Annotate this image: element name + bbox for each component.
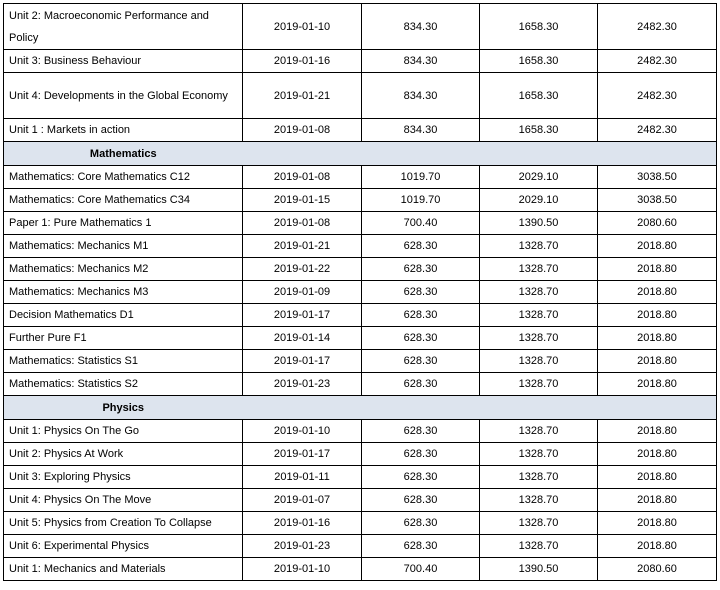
unit-name-cell: Mathematics: Mechanics M1 — [4, 235, 243, 258]
fee-c-cell: 2482.30 — [598, 50, 717, 73]
fees-table-body — [4, 4, 717, 581]
fee-b-cell: 1328.70 — [480, 512, 598, 535]
unit-name-cell: Mathematics: Core Mathematics C34 — [4, 189, 243, 212]
table-row — [4, 512, 717, 535]
fee-b-cell: 1658.30 — [480, 73, 598, 119]
exam-date-cell: 2019-01-10 — [243, 420, 362, 443]
exam-date-cell: 2019-01-15 — [243, 189, 362, 212]
exam-date-cell: 2019-01-11 — [243, 466, 362, 489]
unit-name-cell: Decision Mathematics D1 — [4, 304, 243, 327]
table-row — [4, 558, 717, 581]
exam-date-cell: 2019-01-17 — [243, 350, 362, 373]
table-row — [4, 420, 717, 443]
table-row — [4, 235, 717, 258]
fee-a-cell: 628.30 — [362, 466, 480, 489]
table-row — [4, 535, 717, 558]
fee-a-cell: 628.30 — [362, 535, 480, 558]
fee-a-cell: 628.30 — [362, 304, 480, 327]
fee-a-cell: 628.30 — [362, 350, 480, 373]
fee-b-cell: 2029.10 — [480, 189, 598, 212]
fee-c-cell: 3038.50 — [598, 189, 717, 212]
fee-c-cell: 2018.80 — [598, 535, 717, 558]
fee-a-cell: 700.40 — [362, 212, 480, 235]
unit-name-cell: Unit 1: Mechanics and Materials — [4, 558, 243, 581]
fee-a-cell: 628.30 — [362, 489, 480, 512]
unit-name-cell: Unit 3: Business Behaviour — [4, 50, 243, 73]
fee-c-cell: 2018.80 — [598, 281, 717, 304]
section-heading-label: Mathematics — [4, 142, 243, 166]
fees-table — [3, 3, 717, 581]
exam-date-cell: 2019-01-08 — [243, 212, 362, 235]
fee-b-cell: 1328.70 — [480, 489, 598, 512]
fee-c-cell: 2018.80 — [598, 489, 717, 512]
table-row — [4, 466, 717, 489]
fee-a-cell: 834.30 — [362, 119, 480, 142]
exam-date-cell: 2019-01-14 — [243, 327, 362, 350]
fee-b-cell: 1328.70 — [480, 258, 598, 281]
fee-b-cell: 1658.30 — [480, 119, 598, 142]
table-row — [4, 119, 717, 142]
fee-c-cell: 2482.30 — [598, 73, 717, 119]
fee-a-cell: 628.30 — [362, 420, 480, 443]
exam-date-cell: 2019-01-21 — [243, 73, 362, 119]
fee-c-cell: 2482.30 — [598, 119, 717, 142]
fee-b-cell: 1328.70 — [480, 373, 598, 396]
fee-b-cell: 1328.70 — [480, 235, 598, 258]
table-row — [4, 50, 717, 73]
fee-c-cell: 2018.80 — [598, 466, 717, 489]
fee-b-cell: 1328.70 — [480, 327, 598, 350]
fee-a-cell: 700.40 — [362, 558, 480, 581]
unit-name-cell: Unit 5: Physics from Creation To Collapse — [4, 512, 243, 535]
fee-a-cell: 834.30 — [362, 73, 480, 119]
unit-name-cell: Unit 6: Experimental Physics — [4, 535, 243, 558]
fee-c-cell: 2018.80 — [598, 350, 717, 373]
fee-a-cell: 628.30 — [362, 443, 480, 466]
fee-a-cell: 628.30 — [362, 281, 480, 304]
fee-a-cell: 628.30 — [362, 512, 480, 535]
unit-name-cell: Unit 3: Exploring Physics — [4, 466, 243, 489]
table-row — [4, 304, 717, 327]
table-row — [4, 258, 717, 281]
section-heading-filler — [243, 396, 717, 420]
section-heading-label: Physics — [4, 396, 243, 420]
unit-name-cell: Unit 1: Physics On The Go — [4, 420, 243, 443]
unit-name-cell: Unit 1 : Markets in action — [4, 119, 243, 142]
fee-c-cell: 3038.50 — [598, 166, 717, 189]
fee-c-cell: 2018.80 — [598, 304, 717, 327]
section-heading-physics — [4, 396, 717, 420]
table-row — [4, 4, 717, 50]
fee-c-cell: 2018.80 — [598, 443, 717, 466]
fee-a-cell: 1019.70 — [362, 189, 480, 212]
fee-c-cell: 2080.60 — [598, 558, 717, 581]
unit-name-cell: Mathematics: Statistics S2 — [4, 373, 243, 396]
unit-name-cell: Unit 2: Macroeconomic Performance and Policy — [4, 4, 243, 50]
fee-b-cell: 1658.30 — [480, 4, 598, 50]
fee-b-cell: 1328.70 — [480, 420, 598, 443]
fee-a-cell: 834.30 — [362, 4, 480, 50]
exam-date-cell: 2019-01-08 — [243, 166, 362, 189]
fee-a-cell: 1019.70 — [362, 166, 480, 189]
fee-b-cell: 1328.70 — [480, 535, 598, 558]
exam-date-cell: 2019-01-08 — [243, 119, 362, 142]
exam-date-cell: 2019-01-23 — [243, 373, 362, 396]
fee-b-cell: 1658.30 — [480, 50, 598, 73]
exam-date-cell: 2019-01-22 — [243, 258, 362, 281]
fee-b-cell: 1390.50 — [480, 558, 598, 581]
fee-b-cell: 1328.70 — [480, 466, 598, 489]
fee-a-cell: 834.30 — [362, 50, 480, 73]
unit-name-cell: Mathematics: Mechanics M3 — [4, 281, 243, 304]
fee-c-cell: 2018.80 — [598, 327, 717, 350]
unit-name-cell: Mathematics: Mechanics M2 — [4, 258, 243, 281]
exam-date-cell: 2019-01-07 — [243, 489, 362, 512]
exam-date-cell: 2019-01-16 — [243, 50, 362, 73]
unit-name-cell: Mathematics: Statistics S1 — [4, 350, 243, 373]
table-row — [4, 73, 717, 119]
fee-a-cell: 628.30 — [362, 327, 480, 350]
fee-b-cell: 2029.10 — [480, 166, 598, 189]
table-row — [4, 166, 717, 189]
exam-date-cell: 2019-01-23 — [243, 535, 362, 558]
fee-b-cell: 1328.70 — [480, 304, 598, 327]
exam-date-cell: 2019-01-17 — [243, 304, 362, 327]
fee-b-cell: 1390.50 — [480, 212, 598, 235]
table-row — [4, 281, 717, 304]
table-row — [4, 443, 717, 466]
table-row — [4, 373, 717, 396]
fee-c-cell: 2018.80 — [598, 258, 717, 281]
exam-date-cell: 2019-01-10 — [243, 4, 362, 50]
fee-c-cell: 2080.60 — [598, 212, 717, 235]
table-row — [4, 327, 717, 350]
unit-name-cell: Unit 4: Physics On The Move — [4, 489, 243, 512]
unit-name-cell: Unit 2: Physics At Work — [4, 443, 243, 466]
unit-name-cell: Further Pure F1 — [4, 327, 243, 350]
table-row — [4, 489, 717, 512]
fee-c-cell: 2482.30 — [598, 4, 717, 50]
table-row — [4, 189, 717, 212]
unit-name-cell: Mathematics: Core Mathematics C12 — [4, 166, 243, 189]
exam-date-cell: 2019-01-21 — [243, 235, 362, 258]
fee-b-cell: 1328.70 — [480, 281, 598, 304]
fee-b-cell: 1328.70 — [480, 350, 598, 373]
exam-date-cell: 2019-01-16 — [243, 512, 362, 535]
exam-date-cell: 2019-01-17 — [243, 443, 362, 466]
fee-a-cell: 628.30 — [362, 235, 480, 258]
exam-date-cell: 2019-01-09 — [243, 281, 362, 304]
fee-c-cell: 2018.80 — [598, 512, 717, 535]
section-heading-mathematics — [4, 142, 717, 166]
fee-a-cell: 628.30 — [362, 373, 480, 396]
section-heading-filler — [243, 142, 717, 166]
unit-name-cell: Paper 1: Pure Mathematics 1 — [4, 212, 243, 235]
table-row — [4, 212, 717, 235]
fee-c-cell: 2018.80 — [598, 420, 717, 443]
fee-a-cell: 628.30 — [362, 258, 480, 281]
fee-c-cell: 2018.80 — [598, 373, 717, 396]
table-row — [4, 350, 717, 373]
fee-c-cell: 2018.80 — [598, 235, 717, 258]
fee-b-cell: 1328.70 — [480, 443, 598, 466]
unit-name-cell: Unit 4: Developments in the Global Economy — [4, 73, 243, 119]
exam-date-cell: 2019-01-10 — [243, 558, 362, 581]
